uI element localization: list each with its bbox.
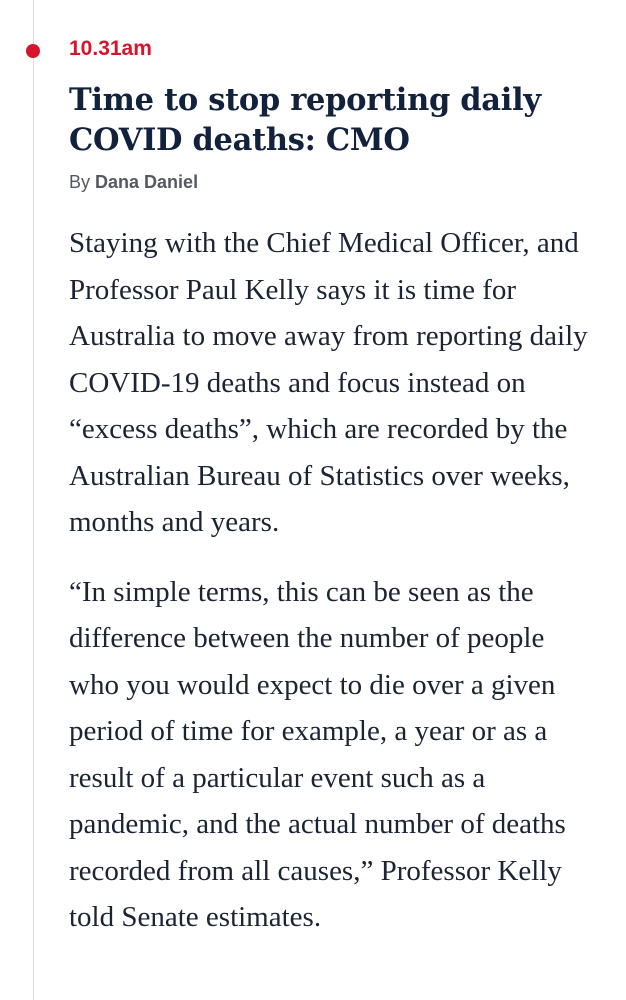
live-blog-entry <box>69 34 599 941</box>
timeline-dot-icon <box>26 44 40 58</box>
body-paragraph-2: “In simple terms, this can be seen as the difference between the number of people who you would expect to die over a given period of time for example, a year or as a result of a particular event such as a pandemic, and the actual number of deaths recorded from all causes,” Professor Kelly told Senate estimates. <box>69 575 566 933</box>
body-paragraph-1: Staying with the Chief Medical Officer, and Professor Paul Kelly says it is time for Australia to move away from reporting daily COVID-19 deaths and focus instead on “excess deaths”, which are recorded by the Australian Bureau of Statistics over weeks, months and years. <box>69 227 588 538</box>
author-link[interactable]: Dana Daniel <box>95 172 199 192</box>
byline-prefix: By <box>69 172 91 192</box>
byline <box>69 170 599 194</box>
entry-headline: Time to stop reporting daily COVID deaths: CMO <box>69 82 541 158</box>
timeline-rail <box>33 0 34 1000</box>
entry-timestamp: 10.31am <box>69 37 152 60</box>
